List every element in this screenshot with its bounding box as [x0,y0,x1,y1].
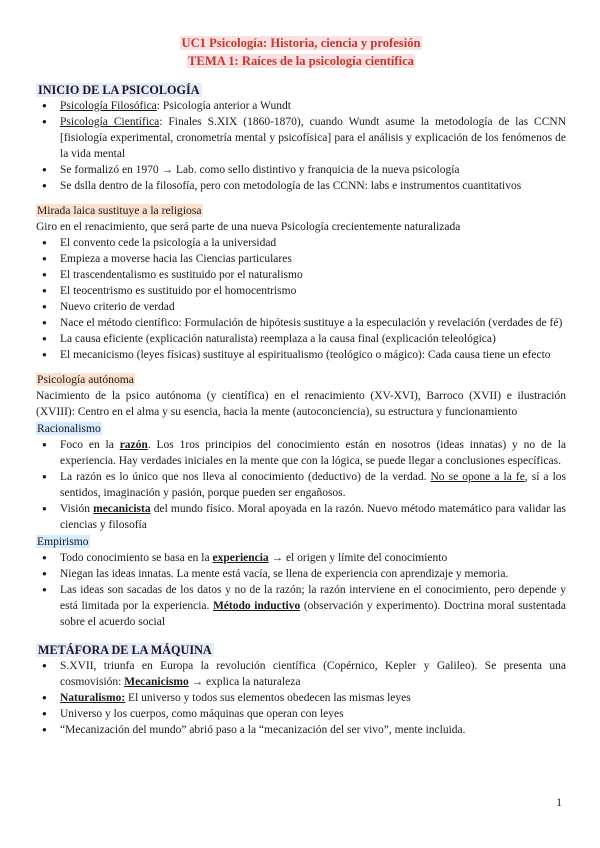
list-item: ● Foco en la razón. Los 1ros principios del conocimiento están en nosotros (ideas innatas) y no de la experiencia. Hay verdades iniciales en la mente que con la lógica, se puede llegar a conclusiones específicas. [36,437,566,469]
subheading-psicologia-autonoma: Psicología autónoma [37,373,134,386]
list-item: ● Naturalismo: El universo y todos sus elementos obedecen las mismas leyes [36,690,566,706]
title-line-1: UC1 Psicología: Historia, ciencia y profesión [181,36,421,50]
document-page [36,34,566,738]
list-item: ● Todo conocimiento se basa en la experiencia → el origen y límite del conocimiento [36,550,566,566]
list-item: ● Visión mecanicista del mundo físico. Moral apoyada en la razón. Nuevo método matemático para validar las ciencias y filosofía [36,501,566,533]
document-title [36,34,566,70]
list-item: ● Nuevo criterio de verdad [36,299,566,315]
list-item: ● La causa eficiente (explicación naturalista) reemplaza a la causa final (explicación teleológica) [36,331,566,347]
subheading-empirismo: Empirismo [37,535,89,548]
list-item: ● Se formalizó en 1970 → Lab. como sello distintivo y franquicia de la nueva psicología [36,162,566,178]
inicio-list [36,98,566,194]
page-number: 1 [556,797,562,809]
section-heading-metafora: METÁFORA DE LA MÁQUINA [38,643,212,657]
list-item: ● Empieza a moverse hacia las Ciencias particulares [36,251,566,267]
laica-intro: Giro en el renacimiento, que será parte de una nueva Psicología crecientemente naturalizada [36,221,461,233]
list-item: ● La razón es lo único que nos lleva al conocimiento (deductivo) de la verdad. No se opone a la fe, sí a los sentidos, imaginación y pasión, porque pueden ser engañosos. [36,469,566,501]
title-line-2: TEMA 1: Raíces de la psicología científica [188,54,414,68]
list-item: ● Se dslla dentro de la filosofía, pero con metodología de las CCNN: labs e instrumentos cuantitativos [36,178,566,194]
list-item: ● Nace el método científico: Formulación de hipótesis sustituye a la especulación y revelación (verdades de fé) [36,315,566,331]
racionalismo-list [36,437,566,533]
list-item: ● Las ideas son sacadas de los datos y no de la razón; la razón interviene en el conocimiento, pero depende y está limitada por la experiencia. Método inductivo (observación y experimento). Doctrina moral sustentada sobre el acuerdo social [36,582,566,630]
empirismo-list [36,550,566,630]
list-item: ● Psicología Científica: Finales S.XIX (1860-1870), cuando Wundt asume la metodología de las CCNN [fisiología experimental, cronometría mental y psicofísica] para el análisis y explicación de los fenómenos de la vida mental [36,114,566,162]
list-item: ● Psicología Filosófica: Psicología anterior a Wundt [36,98,566,114]
laica-list [36,235,566,363]
section-heading-inicio: INICIO DE LA PSICOLOGÍA [38,83,200,97]
list-item: ● El convento cede la psicología a la universidad [36,235,566,251]
list-item: ● El trascendentalismo es sustituido por el naturalismo [36,267,566,283]
list-item: ● El mecanicismo (leyes físicas) sustituye al espiritualismo (teológico o mágico): Cada causa tiene un efecto [36,347,566,363]
list-item: ● S.XVII, triunfa en Europa la revolución científica (Copérnico, Kepler y Galileo). Se presenta una cosmovisión: Mecanicismo → explica la naturaleza [36,658,566,690]
list-item: ● “Mecanización del mundo” abrió paso a la “mecanización del ser vivo”, mente incluida. [36,722,566,738]
list-item: ● El teocentrismo es sustituido por el homocentrismo [36,283,566,299]
metafora-list [36,658,566,738]
list-item: ● Niegan las ideas innatas. La mente está vacía, se llena de experiencia con aprendizaje y memoria. [36,566,566,582]
autonoma-intro: Nacimiento de la psico autónoma (y científica) en el renacimiento (XV-XVI), Barroco (XVII) e ilustración (XVIII): Centro en el alma y su esencia, hacia la mente (autoconciencia), su estructura y funcionamiento [36,390,566,418]
subheading-mirada-laica: Mirada laica sustituye a la religiosa [37,204,202,217]
list-item: ● Universo y los cuerpos, como máquinas que operan con leyes [36,706,566,722]
subheading-racionalismo: Racionalismo [37,422,101,435]
